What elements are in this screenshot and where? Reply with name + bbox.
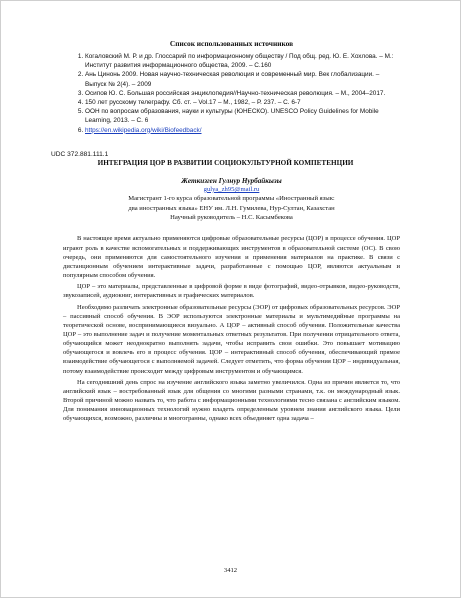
udc-code: UDC 372.881.111.1 bbox=[51, 150, 109, 158]
body-paragraph: Необходимо различать электронные образовательные ресурсы (ЭОР) от цифровых образовательных ресурсов. ЭОР – пассивный способ обучения. В ЭОР используются электронные материалы и мультимедийные программы на теоретической основе, воспринимающиеся визуально. А ЦОР – активный способ обучения. Положительные качества ЦОР – это выполнение задач и получение моментальных ответных результатов. При получении отрицательного ответа, обучающийся может неоднократно выполнять задачи, чтобы исправить свои ошибки. Это повышает мотивацию обучающегося и вовлечь его в процесс обучения. ЦОР – интерактивный способ обучения, обеспечивающий прямое взаимодействие обучающегося с выполняемой задачей. Следует отметить, что форма обучения ЦОР – индивидуальная, потому взаимодействие происходит между цифровым инструментом и обучающимся. bbox=[63, 303, 400, 375]
references-list bbox=[63, 52, 400, 135]
reference-item bbox=[85, 126, 400, 135]
supervisor-line: Научный руководитель – Н.С. Касымбекова bbox=[170, 214, 293, 222]
reference-link[interactable]: https://en.wikipedia.org/wiki/Biofeedback/ bbox=[85, 126, 202, 134]
body-paragraph: В настоящее время актуально применяются цифровые образовательные ресурсы (ЦОР) в процессе обучения. ЦОР играют роль в качестве вспомогательных и поддерживающих инструментов в образовательной системе (ОС). В свою очередь, они применяются для самостоятельного изучения и применения материалов на практике. В связи с дистанционным обучением интерактивные задачи, разработанные с помощью ЦОР, являются актуальным и популярным способом обучения. bbox=[63, 235, 400, 280]
author-name: Жеткизген Гулнур Нурбайкызы bbox=[181, 176, 282, 185]
article-body bbox=[63, 234, 400, 423]
article-title: ИНТЕГРАЦИЯ ЦОР В РАЗВИТИИ СОЦИОКУЛЬТУРНОЙ КОМПЕТЕНЦИИ bbox=[97, 158, 354, 167]
reference-item: 3. Осипов Ю. С. Большая российская энциклопедия//Научно-техническая революция. – М., 2004–2017. bbox=[85, 89, 400, 98]
references-title: Список использованных источников bbox=[169, 39, 294, 48]
reference-item: 5. ООН по вопросам образования, науки и культуры (ЮНЕСКО). UNESCO Policy Guidelines for Mobile Learning, 2013. – С. 6 bbox=[85, 107, 400, 125]
page-number: 3412 bbox=[223, 567, 238, 574]
page-content bbox=[51, 39, 400, 426]
reference-item: 1. Когаловский М. Р. и др. Глоссарий по информационному обществу / Под общ. ред. Ю. Е. Хохлова. – М.: Институт развития информационного общества, 2009. – С.160 bbox=[85, 52, 400, 70]
affiliation-line: два иностранных языка» ЕНУ им. Л.Н. Гумилева, Нур-Султан, Казахстан bbox=[128, 204, 335, 212]
affiliation-line: Магистрант 1-го курса образовательной программы «Иностранный язык: bbox=[128, 195, 335, 203]
author-email-link[interactable]: gulya_zh95@mail.ru bbox=[203, 185, 260, 193]
reference-item: 4. 150 лет русскому телеграфу. Сб. ст. – Vol.17 – М., 1982, – Р. 237. – С. 6-7 bbox=[85, 98, 400, 107]
body-paragraph: На сегодняшний день спрос на изучение английского языка заметно увеличился. Одна из причин является то, что английский язык – востребованный язык для общения со многими разными странами, т.к. он международный язык. Второй причиной можно назвать то, что работа с информационными технологиями тесно связана с английским языком. Для понимания инновационных технологий нужно владеть определенным уровнем знания английского языка. Цели обучающихся, возможно, различны и многогранны, однако всех объединяет одна задача – bbox=[63, 378, 400, 423]
reference-item: 2. Ань Цинонь 2009. Новая научно-техническая революция и современный мир. Век глобализации. – Выпуск № 2(4). – 2009 bbox=[85, 70, 400, 88]
body-paragraph: ЦОР – это материалы, представленные в цифровой форме в виде фотографий, видео-отрывков, видео-руководств, звукозаписей, аудиокниг, интерактивных и графических материалов. bbox=[63, 283, 400, 300]
author-email-line bbox=[63, 185, 400, 194]
